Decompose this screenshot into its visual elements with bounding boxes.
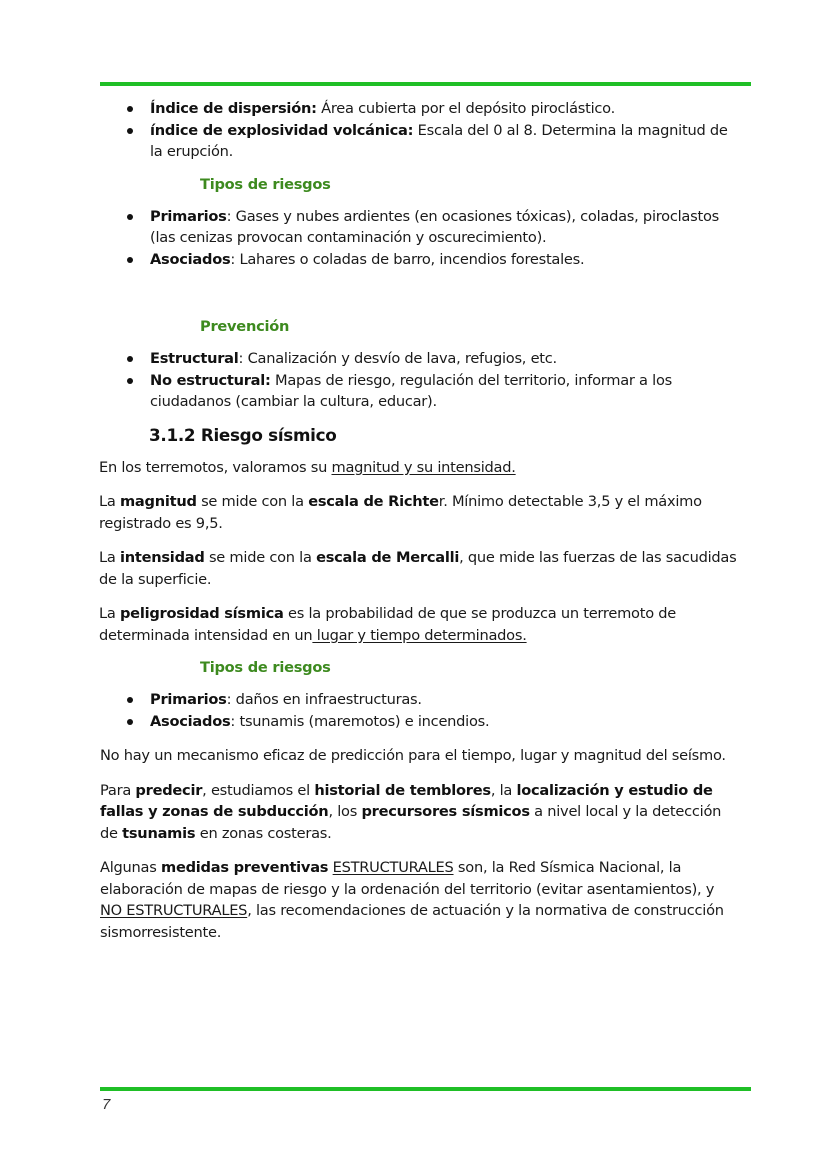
list-item: índice de explosividad volcánica: Escala del 0 al 8. Determina la magnitud de la erupción. (99, 120, 739, 163)
volcanic-prevention-heading: Prevención (200, 318, 290, 335)
prediction-paragraph: Para predecir, estudiamos el historial de temblores, la localización y estudio de fallas y zonas de subducción, los precursores sísmicos a nivel local y la detección de tsunamis en zonas costeras. (100, 781, 722, 842)
volcanic-risk-types-heading: Tipos de riesgos (200, 175, 331, 193)
page-content (99, 96, 739, 943)
list-item: Índice de dispersión: Área cubierta por el depósito piroclástico. (99, 98, 739, 120)
list-item: Primarios: Gases y nubes ardientes (en ocasiones tóxicas), coladas, piroclastos (las cenizas provocan contaminación y oscurecimiento). (99, 206, 739, 249)
list-item: Asociados: tsunamis (maremotos) e incendios. (99, 711, 739, 733)
page-number: 7 (102, 1096, 111, 1113)
section-title: 3.1.2 Riesgo sísmico (149, 424, 337, 445)
list-item: No estructural: Mapas de riesgo, regulación del territorio, informar a los ciudadanos (cambiar la cultura, educar). (99, 370, 739, 413)
volcanic-indices-list (99, 98, 739, 163)
list-item: Primarios: daños en infraestructuras. (99, 689, 739, 711)
volcanic-risk-types-list (99, 206, 739, 271)
magnitude-paragraph: La magnitud se mide con la escala de Richter. Mínimo detectable 3,5 y el máximo registrado es 9,5. (99, 493, 702, 532)
volcanic-prevention-list (99, 348, 739, 413)
list-item: Estructural: Canalización y desvío de lava, refugios, etc. (99, 348, 739, 370)
preventive-measures-paragraph: Algunas medidas preventivas ESTRUCTURALES son, la Red Sísmica Nacional, la elaboración de mapas de riesgo y la ordenación del territorio (evitar asentamientos), y NO ESTRUCTURALES, las recomendaciones de actuación y la normativa de construcción sismorresistente. (100, 859, 724, 941)
no-prediction-paragraph: No hay un mecanismo eficaz de predicción para el tiempo, lugar y magnitud del seísmo. (100, 747, 726, 764)
seismic-intro-paragraph: En los terremotos, valoramos su magnitud y su intensidad. (99, 458, 516, 476)
header-rule (100, 82, 751, 86)
seismic-danger-paragraph: La peligrosidad sísmica es la probabilidad de que se produzca un terremoto de determinada intensidad en un lugar y tiempo determinados. (99, 605, 677, 644)
list-item: Asociados: Lahares o coladas de barro, incendios forestales. (99, 249, 739, 271)
footer-rule (100, 1087, 751, 1091)
seismic-risk-types-list (99, 689, 739, 732)
intensity-paragraph: La intensidad se mide con la escala de Mercalli, que mide las fuerzas de las sacudidas de la superficie. (99, 549, 737, 588)
seismic-risk-types-heading: Tipos de riesgos (200, 659, 331, 676)
